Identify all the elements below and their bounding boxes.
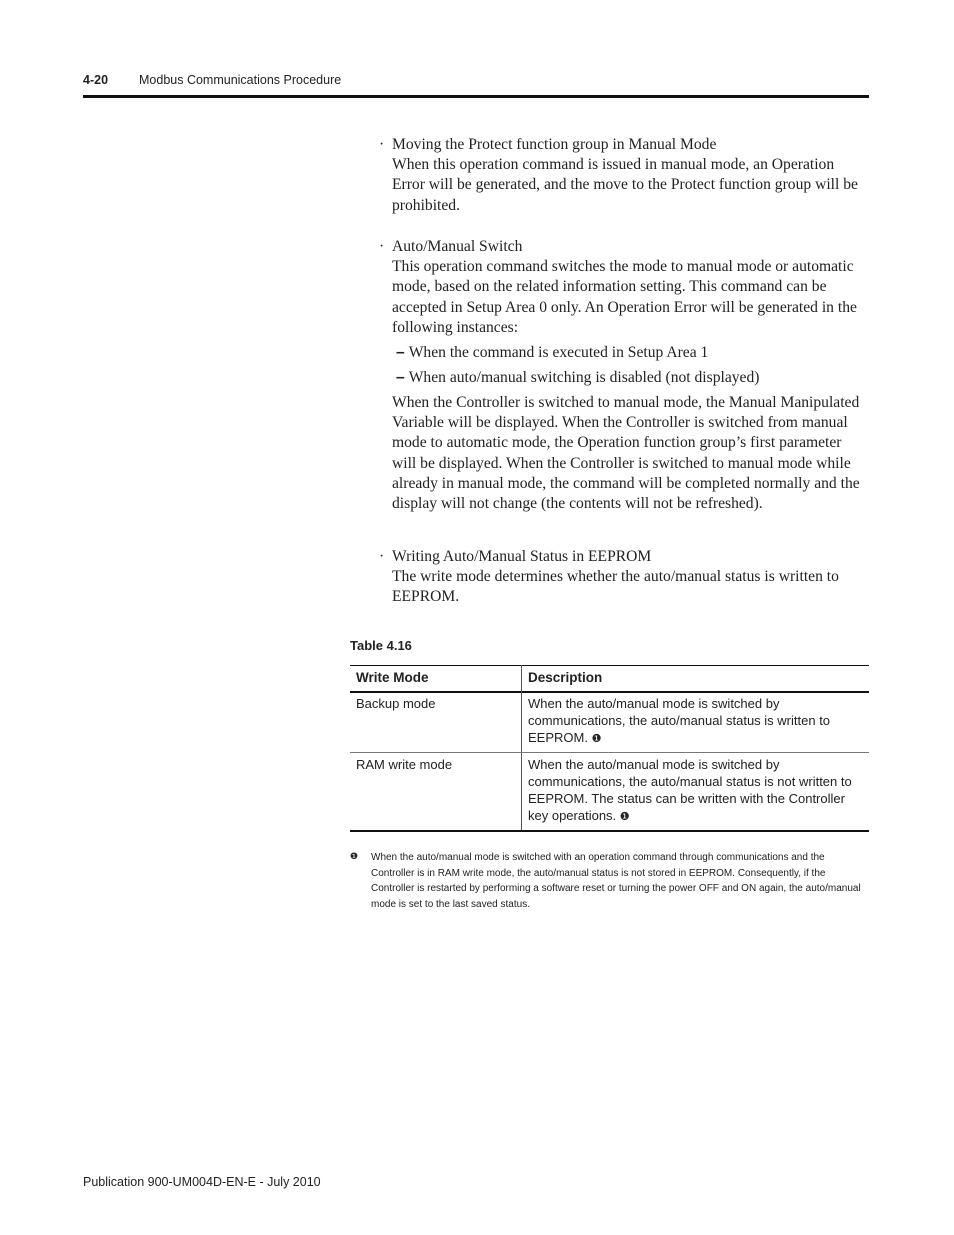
bullet-heading: Auto/Manual Switch	[392, 238, 523, 255]
publication-footer: Publication 900-UM004D-EN-E - July 2010	[83, 1175, 321, 1189]
bullet-heading: Writing Auto/Manual Status in EEPROM	[392, 548, 652, 565]
header-rule	[83, 95, 869, 98]
bullet-text: When this operation command is issued in manual mode, an Operation Error will be generated, and the move to the Protect function group will be prohibited.	[392, 156, 858, 214]
bullet-marker: ·	[379, 136, 385, 153]
table-column-divider	[521, 665, 522, 831]
bullet-text: When the Controller is switched to manual mode, the Manual Manipulated Variable will be displayed. When the Controller is switched from manual mode to automatic mode, the Operation function group’s first parameter will be displayed. When the Controller is switched to manual mode while already in manual mode, the command will be completed normally and the display will not change (the contents will not be refreshed).	[392, 394, 860, 513]
footnote-text: When the auto/manual mode is switched with an operation command through communications and the Controller is in RAM write mode, the auto/manual status is not stored in EEPROM. Consequently, if the Controller is restarted by performing a software reset or turning the power OFF and ON again, the auto/manual mode is set to the last saved status.	[371, 852, 861, 910]
bullet-auto-manual-switch	[379, 237, 869, 338]
description-text: When the auto/manual mode is switched by communications, the auto/manual status is not written to EEPROM. The status can be written with the Controller key operations.	[528, 757, 852, 823]
table-cell-mode: Backup mode	[356, 696, 436, 711]
table-cell-description	[528, 756, 864, 825]
bullet-marker: ·	[379, 548, 385, 565]
table-bottom-rule	[350, 830, 869, 832]
dash-item-text: When the command is executed in Setup Area 1	[408, 344, 709, 361]
dash-marker: –	[396, 369, 405, 386]
dash-item	[396, 368, 759, 388]
dash-item	[396, 343, 708, 363]
table-header-description: Description	[528, 670, 603, 685]
footnote-reference: ❶	[619, 810, 630, 823]
table-caption: Table 4.16	[350, 638, 412, 653]
description-text: When the auto/manual mode is switched by communications, the auto/manual status is written to EEPROM.	[528, 696, 831, 745]
bullet-continuation	[379, 393, 869, 514]
dash-item-text: When auto/manual switching is disabled (not displayed)	[408, 369, 760, 386]
footnote-reference: ❶	[591, 732, 602, 745]
table-row-rule	[350, 752, 869, 753]
table-top-rule	[350, 665, 869, 666]
dash-marker: –	[396, 344, 405, 361]
table-header-rule	[350, 691, 869, 693]
footnote-marker: ❶	[350, 852, 359, 862]
section-title: Modbus Communications Procedure	[139, 73, 342, 87]
bullet-text: The write mode determines whether the auto/manual status is written to EEPROM.	[392, 568, 839, 606]
bullet-writing-eeprom	[379, 547, 869, 608]
page-number: 4-20	[83, 73, 109, 87]
bullet-text: This operation command switches the mode to manual mode or automatic mode, based on the related information setting. This command can be accepted in Setup Area 0 only. An Operation Error will be generated in the following instances:	[392, 258, 857, 336]
bullet-heading: Moving the Protect function group in Manual Mode	[392, 136, 717, 153]
footnote	[350, 850, 870, 912]
table-header-write-mode: Write Mode	[356, 670, 429, 685]
table-cell-mode: RAM write mode	[356, 757, 453, 772]
bullet-marker: ·	[379, 238, 385, 255]
table-cell-description	[528, 695, 864, 747]
bullet-protect-function-group	[379, 135, 869, 216]
